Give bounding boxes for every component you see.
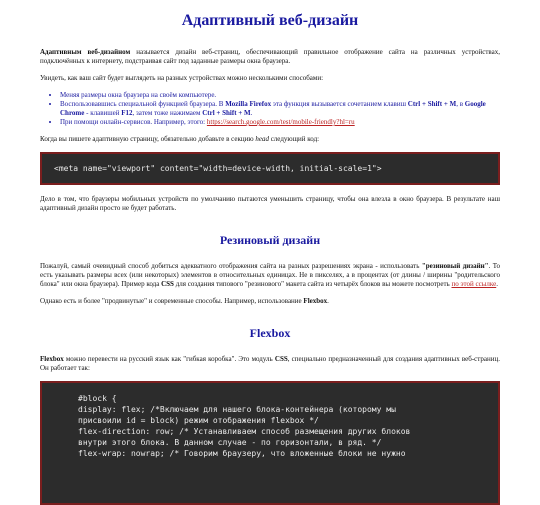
rubber-paragraph-2: Однако есть и более "продвинутые" и современные способы. Например, использование Flexbox. bbox=[40, 297, 329, 305]
list-item: • При помощи онлайн-сервисов. Например, этого: https://search.google.com/test/mobile-friendly?hl=ru bbox=[60, 118, 500, 127]
rubber-layout-link[interactable]: по этой ссылке bbox=[451, 280, 497, 288]
after-meta-paragraph: Дело в том, что браузеры мобильных устройств по умолчанию пытаются уменьшить страницу, чтобы она влезла в окно браузера. В результате наш адаптивный дизайн просто не будет работать. bbox=[40, 195, 500, 212]
rubber-paragraph: Пожалуй, самый очевидный способ добиться адекватного отображения сайта на разных разрешениях экрана - использовать "резиновый дизайн". То есть указывать размеры всех (или некоторых) элементов в относительных единицах. Не в пикселях, а в процентах (от длины / ширины "родительского блока" или окна браузера). Пример кода CSS для создания типового "резинового" макета сайта из четырёх блоков вы можете посмотреть по этой ссылке. bbox=[40, 262, 500, 288]
section-heading-rubber: Резиновый дизайн bbox=[219, 233, 321, 247]
list-item: • Воспользовавшись специальной функцией браузера. В Mozilla Firefox эта функция вызывается сочетанием клавиш Ctrl + Shift + M, в Google Chrome - клавишей F12, затем тоже нажимаем Ctrl + Shift + M. bbox=[60, 100, 500, 118]
page bbox=[40, 0, 500, 505]
intro-paragraph: Адаптивным веб-дизайном называется дизайн веб-страниц, обеспечивающий правильное отображение сайта на различных устройствах, подключённых к интернету, подстраивая сайт под заданные размеры окна браузера. bbox=[40, 48, 500, 65]
mobile-friendly-link[interactable]: https://search.google.com/test/mobile-friendly?hl=ru bbox=[206, 118, 355, 126]
section-heading-flexbox: Flexbox bbox=[249, 326, 291, 340]
meta-code-block: <meta name="viewport" content="width=device-width, initial-scale=1"> bbox=[40, 152, 500, 185]
intro-term: Адаптивным веб-дизайном bbox=[40, 48, 131, 56]
meta-intro: Когда вы пишете адаптивную страницу, обязательно добавьте в секцию head следующий код: bbox=[40, 135, 320, 143]
ways-intro: Увидеть, как ваш сайт будет выглядеть на разных устройствах можно несколькими способами: bbox=[40, 74, 324, 82]
list-item: • Меняя размеры окна браузера на своём компьютере. bbox=[60, 91, 500, 100]
flexbox-paragraph: Flexbox можно перевести на русский язык как "гибкая коробка". Это модуль CSS, специально предназначенный для создания адаптивных веб-страниц. Он работает так: bbox=[40, 355, 500, 372]
flexbox-code-block: #block { display: flex; /*Включаем для нашего блока-контейнера (которому мы присвоили id = block) режим отображения flexbox */ flex-direction: row; /* Устанавливаем способ размещения других блоков внутри этого блока. В данном случае - по горизонтали, в ряд. */ flex-wrap: nowrap; /* Говорим браузеру, что вложенные блоки не нужно bbox=[40, 381, 500, 505]
page-title: Адаптивный веб-дизайн bbox=[181, 12, 359, 29]
ways-list bbox=[40, 91, 500, 127]
